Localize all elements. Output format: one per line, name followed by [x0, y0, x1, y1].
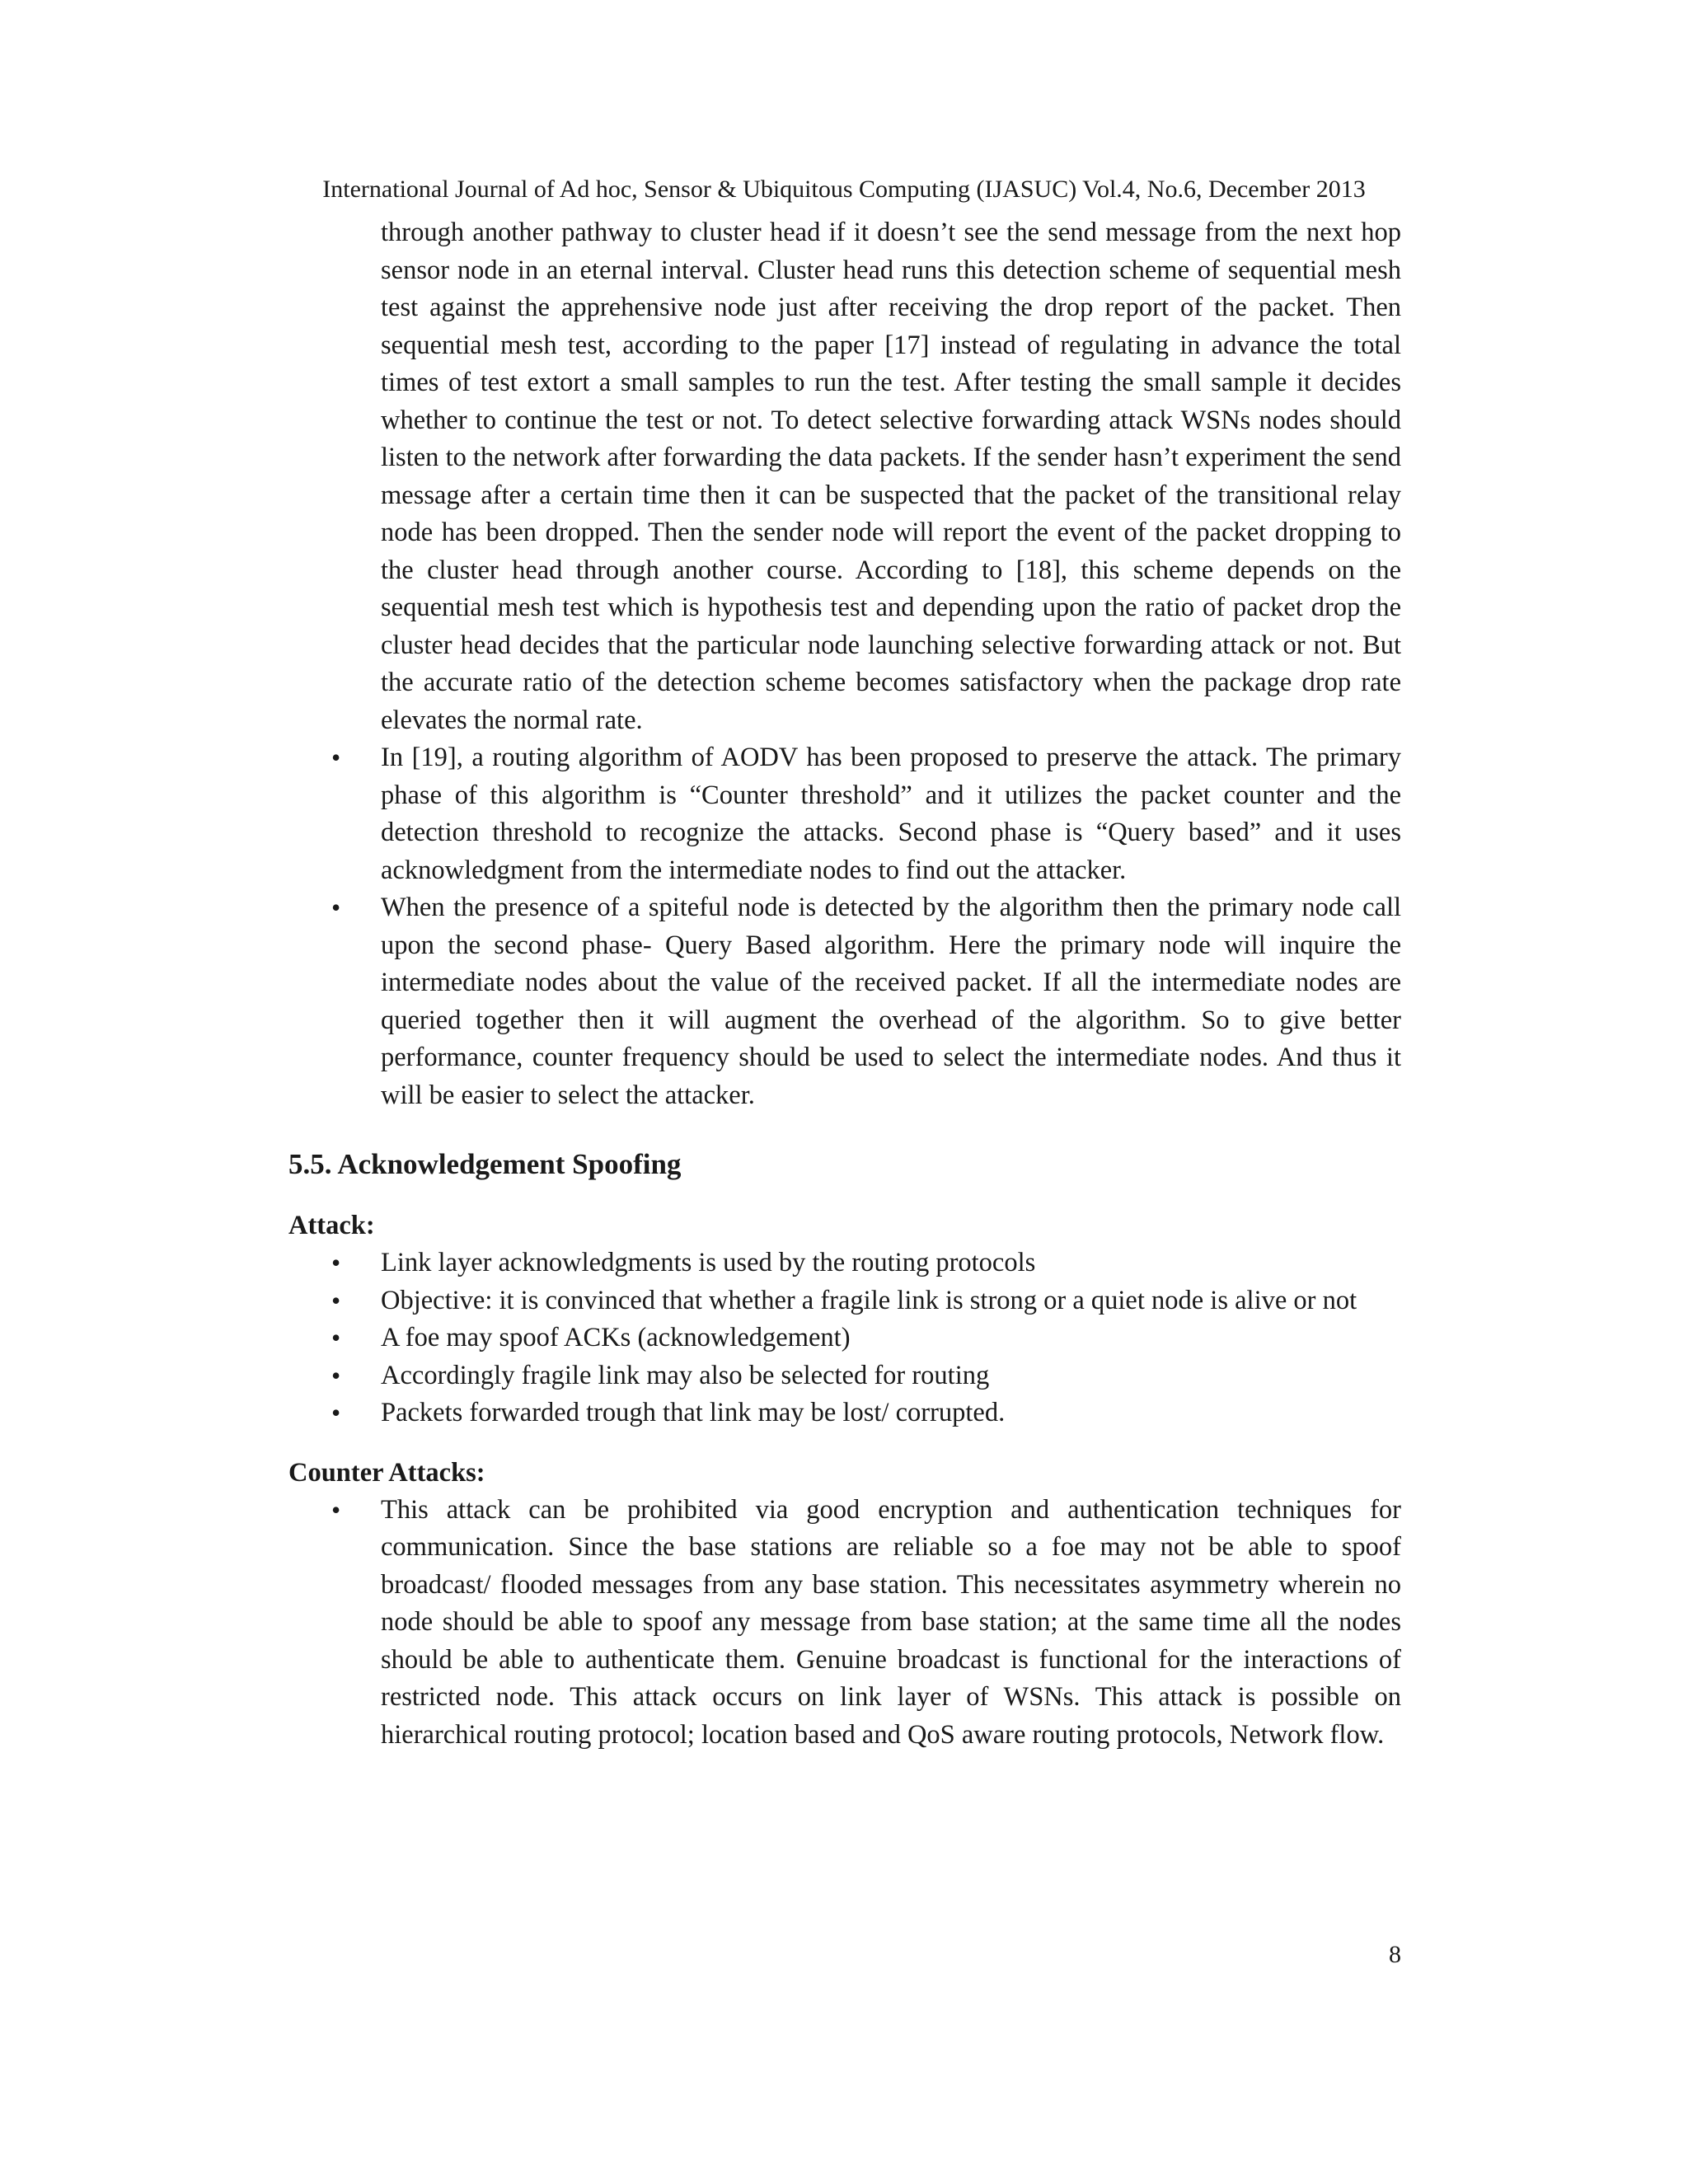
- list-item: • Accordingly fragile link may also be selected for routing: [288, 1357, 1401, 1395]
- attack-heading: Attack:: [288, 1211, 375, 1240]
- journal-header: International Journal of Ad hoc, Sensor & Ubiquitous Computing (IJASUC) Vol.4, No.6, December 2013: [322, 176, 1366, 203]
- list-item: • When the presence of a spiteful node is detected by the algorithm then the primary node call upon the second phase- Query Based algorithm. Here the primary node will inquire the intermediate nodes about the value of the received packet. If all the intermediate nodes are queried together then it will augment the overhead of the algorithm. So to give better performance, counter frequency should be used to select the intermediate nodes. And thus it will be easier to select the attacker.: [288, 889, 1401, 1114]
- top-bullet-list: [288, 739, 1401, 1114]
- list-item: • Link layer acknowledgments is used by the routing protocols: [288, 1244, 1401, 1282]
- list-item: • In [19], a routing algorithm of AODV has been proposed to preserve the attack. The primary phase of this algorithm is “Counter threshold” and it utilizes the packet counter and the detection threshold to recognize the attacks. Second phase is “Query based” and it uses acknowledgment from the intermediate nodes to find out the attacker.: [288, 739, 1401, 889]
- section-title: 5.5. Acknowledgement Spoofing: [288, 1148, 682, 1180]
- counter-bullet-list: [288, 1492, 1401, 1755]
- counter-attacks-heading: Counter Attacks:: [288, 1457, 485, 1488]
- attack-bullet-list: [288, 1244, 1401, 1432]
- page-content: [288, 214, 1401, 1754]
- list-item: • This attack can be prohibited via good encryption and authentication techniques for communication. Since the base stations are reliable so a foe may not be able to spoof broadcast/ flooded messages from any base station. This necessitates asymmetry wherein no node should be able to spoof any message from base station; at the same time all the nodes should be able to authenticate them. Genuine broadcast is functional for the interactions of restricted node. This attack occurs on link layer of WSNs. This attack is possible on hierarchical routing protocol; location based and QoS aware routing protocols, Network flow.: [288, 1492, 1401, 1755]
- page-number: 8: [1389, 1941, 1401, 1968]
- list-item: • Packets forwarded trough that link may be lost/ corrupted.: [288, 1394, 1401, 1432]
- list-item: • A foe may spoof ACKs (acknowledgement): [288, 1319, 1401, 1357]
- continuation-paragraph: through another pathway to cluster head if it doesn’t see the send message from the next hop sensor node in an eternal interval. Cluster head runs this detection scheme of sequential mesh test against the apprehensive node just after receiving the drop report of the packet. Then sequential mesh test, according to the paper [17] instead of regulating in advance the total times of test extort a small samples to run the test. After testing the small sample it decides whether to continue the test or not. To detect selective forwarding attack WSNs nodes should listen to the network after forwarding the data packets. If the sender hasn’t experiment the send message after a certain time then it can be suspected that the packet of the transitional relay node has been dropped. Then the sender node will report the event of the packet dropping to the cluster head through another course. According to [18], this scheme depends on the sequential mesh test which is hypothesis test and depending upon the ratio of packet drop the cluster head decides that the particular node launching selective forwarding attack or not. But the accurate ratio of the detection scheme becomes satisfactory when the package drop rate elevates the normal rate.: [381, 218, 1401, 735]
- list-item: • Objective: it is convinced that whether a fragile link is strong or a quiet node is alive or not: [288, 1282, 1401, 1320]
